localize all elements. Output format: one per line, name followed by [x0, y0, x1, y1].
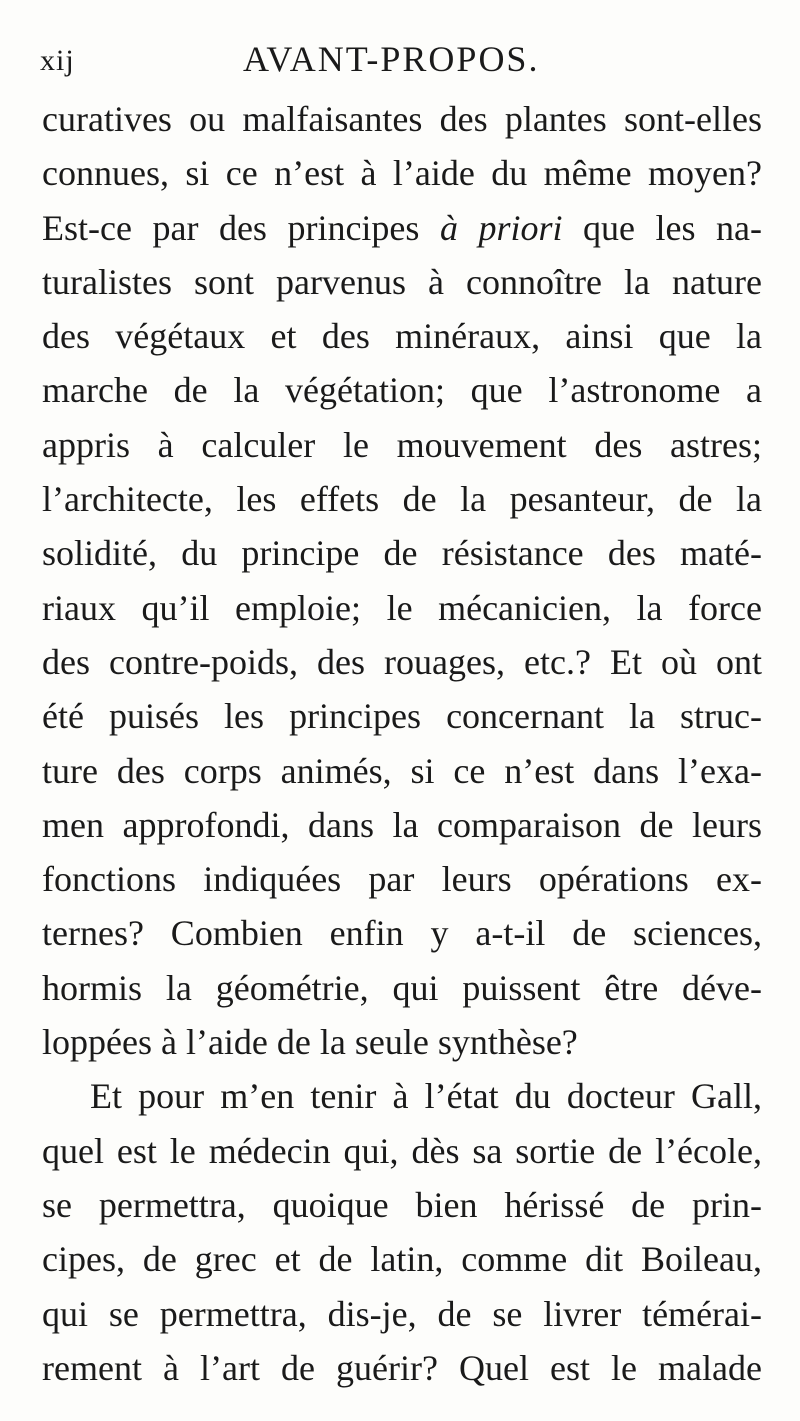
text-line: men approfondi, dans la comparaison de leurs: [42, 804, 762, 845]
text-line: des contre-poids, des rouages, etc.? Et où ont: [42, 641, 762, 682]
text-line: rement à l’art de guérir? Quel est le malade: [42, 1347, 762, 1388]
italic-phrase: à priori: [439, 207, 563, 248]
body-text: [42, 92, 762, 1395]
running-title: AVANT-PROPOS.: [243, 39, 540, 79]
text-line: des végétaux et des minéraux, ainsi que la: [42, 316, 762, 357]
text-line: marche de la végétation; que l’astronome a: [42, 370, 762, 411]
text-line: l’architecte, les effets de la pesanteur, de la: [42, 479, 762, 520]
text-line: hormis la géométrie, qui puissent être déve-: [42, 967, 762, 1008]
running-head: [40, 38, 760, 88]
text-line: curatives ou malfaisantes des plantes sont-elles: [42, 99, 762, 139]
text-line: loppées à l’aide de la seule synthèse?: [42, 1022, 578, 1063]
text-line: qui se permettra, dis-je, de se livrer témérai-: [42, 1293, 762, 1334]
text-line: turalistes sont parvenus à connoître la nature: [42, 261, 762, 302]
text-line: été puisés les principes concernant la struc-: [42, 696, 762, 737]
text-line: quel est le médecin qui, dès sa sortie de l’école,: [42, 1130, 762, 1171]
text-run: Est-ce par des principes: [42, 207, 440, 248]
text-line: fonctions indiquées par leurs opérations ex-: [42, 859, 762, 900]
text-line: solidité, du principe de résistance des maté-: [42, 533, 762, 574]
page-number: xij: [40, 44, 75, 77]
text-line: se permettra, quoique bien hérissé de prin-: [42, 1184, 762, 1225]
text-line: connues, si ce n’est à l’aide du même moyen?: [42, 153, 762, 194]
text-line: appris à calculer le mouvement des astres;: [42, 424, 762, 465]
text-line: cipes, de grec et de latin, comme dit Boileau,: [42, 1239, 762, 1280]
text-line: [42, 201, 762, 255]
text-line: riaux qu’il emploie; le mécanicien, la force: [42, 587, 762, 628]
text-line: ternes? Combien enfin y a-t-il de sciences,: [42, 913, 762, 954]
text-line: ture des corps animés, si ce n’est dans l’exa-: [42, 750, 762, 791]
text-line: Et pour m’en tenir à l’état du docteur Gall,: [90, 1076, 762, 1117]
text-run: que les na-: [562, 207, 762, 248]
